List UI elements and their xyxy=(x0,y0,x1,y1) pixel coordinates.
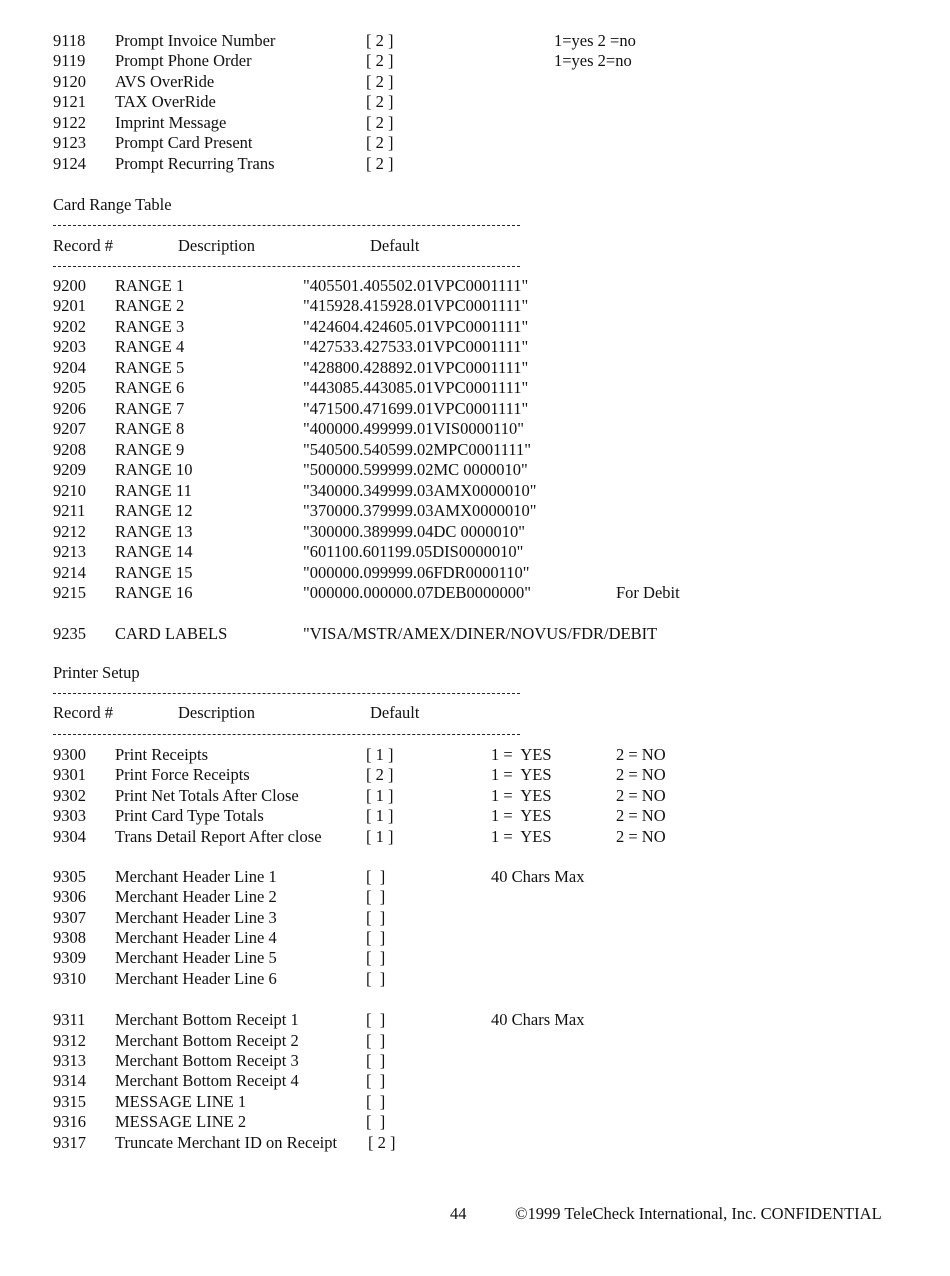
record-default: [ ] xyxy=(366,867,386,886)
record-row xyxy=(0,115,950,135)
yes-option: 1 = YES xyxy=(491,827,552,846)
record-description: RANGE 11 xyxy=(115,481,192,500)
record-number: 9120 xyxy=(53,72,86,91)
record-description: Print Card Type Totals xyxy=(115,806,264,825)
record-description: RANGE 15 xyxy=(115,563,193,582)
record-description: RANGE 7 xyxy=(115,399,185,418)
record-description: MESSAGE LINE 1 xyxy=(115,1092,247,1111)
record-number: 9305 xyxy=(53,867,86,886)
record-number: 9207 xyxy=(53,419,86,438)
record-description: RANGE 6 xyxy=(115,378,185,397)
record-description: RANGE 1 xyxy=(115,276,185,295)
record-number: 9123 xyxy=(53,133,86,152)
no-option: 2 = NO xyxy=(616,745,666,764)
record-note: 1=yes 2=no xyxy=(554,51,632,70)
header-default: Default xyxy=(370,703,420,722)
table-row xyxy=(0,1033,950,1053)
record-default: "540500.540599.02MPC0001111" xyxy=(303,440,531,459)
table-row xyxy=(0,421,950,441)
record-number: 9211 xyxy=(53,501,86,520)
record-default: [ 2 ] xyxy=(368,1133,396,1152)
record-number: 9317 xyxy=(53,1133,86,1152)
record-number: 9310 xyxy=(53,969,86,988)
yes-option: 1 = YES xyxy=(491,765,552,784)
record-default: [ ] xyxy=(366,969,386,988)
record-description: RANGE 16 xyxy=(115,583,193,602)
record-number: 9203 xyxy=(53,337,86,356)
record-description: RANGE 4 xyxy=(115,337,185,356)
header-record: Record # xyxy=(53,236,114,255)
table-row xyxy=(0,319,950,339)
record-description: TAX OverRide xyxy=(115,92,216,111)
record-default: "500000.599999.02MC 0000010" xyxy=(303,460,528,479)
record-default: "471500.471699.01VPC0001111" xyxy=(303,399,529,418)
record-number: 9313 xyxy=(53,1051,86,1070)
record-description: AVS OverRide xyxy=(115,72,215,91)
table-row xyxy=(0,278,950,298)
record-number: 9212 xyxy=(53,522,86,541)
table-row xyxy=(0,380,950,400)
record-description: RANGE 5 xyxy=(115,358,185,377)
record-default: "400000.499999.01VIS0000110" xyxy=(303,419,524,438)
record-description: Merchant Header Line 3 xyxy=(115,908,277,927)
record-number: 9124 xyxy=(53,154,86,173)
record-default: [ ] xyxy=(366,1010,386,1029)
record-number: 9214 xyxy=(53,563,86,582)
record-default: "370000.379999.03AMX0000010" xyxy=(303,501,537,520)
record-default: [ ] xyxy=(366,1051,386,1070)
record-default: "443085.443085.01VPC0001111" xyxy=(303,378,529,397)
record-description: Merchant Header Line 1 xyxy=(115,867,277,886)
record-default: [ ] xyxy=(366,948,386,967)
record-description: RANGE 14 xyxy=(115,542,193,561)
dashed-divider xyxy=(53,734,520,735)
no-option: 2 = NO xyxy=(616,806,666,825)
record-note: 1=yes 2 =no xyxy=(554,31,636,50)
record-description: Merchant Bottom Receipt 4 xyxy=(115,1071,299,1090)
record-number: 9304 xyxy=(53,827,86,846)
record-description: Prompt Invoice Number xyxy=(115,31,276,50)
record-number: 9215 xyxy=(53,583,86,602)
record-default: [ 2 ] xyxy=(366,51,394,70)
record-description: RANGE 13 xyxy=(115,522,193,541)
record-note: 40 Chars Max xyxy=(491,1010,585,1029)
record-description: Trans Detail Report After close xyxy=(115,827,322,846)
table-row xyxy=(0,462,950,482)
record-description: Merchant Bottom Receipt 1 xyxy=(115,1010,299,1029)
record-description: Merchant Header Line 4 xyxy=(115,928,277,947)
record-number: 9205 xyxy=(53,378,86,397)
table-row xyxy=(0,1135,950,1155)
record-number: 9300 xyxy=(53,745,86,764)
record-row xyxy=(0,135,950,155)
record-default: [ 2 ] xyxy=(366,133,394,152)
record-default: "601100.601199.05DIS0000010" xyxy=(303,542,524,561)
record-description: Merchant Header Line 2 xyxy=(115,887,277,906)
table-row xyxy=(0,585,950,605)
dashed-divider xyxy=(53,225,520,226)
record-default: "428800.428892.01VPC0001111" xyxy=(303,358,529,377)
section-title: Card Range Table xyxy=(53,195,172,214)
table-header xyxy=(0,238,950,258)
record-note: 40 Chars Max xyxy=(491,867,585,886)
record-description: MESSAGE LINE 2 xyxy=(115,1112,247,1131)
record-default: [ ] xyxy=(366,1031,386,1050)
table-row xyxy=(0,910,950,930)
record-number: 9315 xyxy=(53,1092,86,1111)
table-row xyxy=(0,544,950,564)
table-row xyxy=(0,1053,950,1073)
record-description: Imprint Message xyxy=(115,113,227,132)
record-number: 9204 xyxy=(53,358,86,377)
header-description: Description xyxy=(178,703,255,722)
record-description: Merchant Header Line 5 xyxy=(115,948,277,967)
record-description: Merchant Header Line 6 xyxy=(115,969,277,988)
table-row xyxy=(0,950,950,970)
record-number: 9307 xyxy=(53,908,86,927)
record-description: Print Force Receipts xyxy=(115,765,250,784)
record-number: 9206 xyxy=(53,399,86,418)
record-default: [ ] xyxy=(366,928,386,947)
no-option: 2 = NO xyxy=(616,786,666,805)
table-row xyxy=(0,401,950,421)
record-number: 9121 xyxy=(53,92,86,111)
table-row xyxy=(0,1073,950,1093)
record-default: "VISA/MSTR/AMEX/DINER/NOVUS/FDR/DEBIT xyxy=(303,624,658,643)
record-number: 9314 xyxy=(53,1071,86,1090)
record-description: Print Net Totals After Close xyxy=(115,786,299,805)
table-row xyxy=(0,339,950,359)
table-header xyxy=(0,705,950,725)
no-option: 2 = NO xyxy=(616,765,666,784)
table-row xyxy=(0,565,950,585)
table-row xyxy=(0,869,950,889)
record-default: [ ] xyxy=(366,1092,386,1111)
record-default: [ ] xyxy=(366,908,386,927)
table-row xyxy=(0,483,950,503)
record-number: 9302 xyxy=(53,786,86,805)
table-row xyxy=(0,971,950,991)
table-row xyxy=(0,767,950,787)
table-row xyxy=(0,1094,950,1114)
record-number: 9303 xyxy=(53,806,86,825)
record-description: Prompt Phone Order xyxy=(115,51,252,70)
record-default: [ 2 ] xyxy=(366,113,394,132)
record-default: [ 2 ] xyxy=(366,92,394,111)
record-default: [ 2 ] xyxy=(366,72,394,91)
table-row xyxy=(0,442,950,462)
record-number: 9118 xyxy=(53,31,86,50)
table-row xyxy=(0,1012,950,1032)
table-row xyxy=(0,788,950,808)
record-default: [ 1 ] xyxy=(366,745,394,764)
header-default: Default xyxy=(370,236,420,255)
record-default: [ 1 ] xyxy=(366,827,394,846)
yes-option: 1 = YES xyxy=(491,806,552,825)
record-number: 9235 xyxy=(53,624,86,643)
table-row xyxy=(0,524,950,544)
record-row xyxy=(0,33,950,53)
table-row xyxy=(0,298,950,318)
record-description: Truncate Merchant ID on Receipt xyxy=(115,1133,338,1152)
record-number: 9202 xyxy=(53,317,86,336)
record-default: [ ] xyxy=(366,1071,386,1090)
record-description: Merchant Bottom Receipt 3 xyxy=(115,1051,299,1070)
record-number: 9308 xyxy=(53,928,86,947)
record-number: 9200 xyxy=(53,276,86,295)
record-number: 9311 xyxy=(53,1010,86,1029)
table-row xyxy=(0,808,950,828)
table-row xyxy=(0,503,950,523)
record-number: 9201 xyxy=(53,296,86,315)
record-number: 9213 xyxy=(53,542,86,561)
record-description: CARD LABELS xyxy=(115,624,228,643)
record-default: [ 2 ] xyxy=(366,31,394,50)
record-default: [ 2 ] xyxy=(366,154,394,173)
record-default: [ ] xyxy=(366,1112,386,1131)
record-row xyxy=(0,74,950,94)
header-record: Record # xyxy=(53,703,114,722)
record-description: RANGE 8 xyxy=(115,419,185,438)
record-description: RANGE 12 xyxy=(115,501,193,520)
record-default: [ 2 ] xyxy=(366,765,394,784)
record-number: 9306 xyxy=(53,887,86,906)
record-default: [ 1 ] xyxy=(366,806,394,825)
table-row xyxy=(0,930,950,950)
record-number: 9209 xyxy=(53,460,86,479)
record-default: "000000.099999.06FDR0000110" xyxy=(303,563,530,582)
table-row xyxy=(0,1114,950,1134)
record-default: "340000.349999.03AMX0000010" xyxy=(303,481,537,500)
yes-option: 1 = YES xyxy=(491,786,552,805)
record-number: 9119 xyxy=(53,51,86,70)
record-description: RANGE 3 xyxy=(115,317,185,336)
record-row xyxy=(0,94,950,114)
record-default: [ ] xyxy=(366,887,386,906)
record-default: [ 1 ] xyxy=(366,786,394,805)
record-default: "424604.424605.01VPC0001111" xyxy=(303,317,529,336)
record-description: RANGE 2 xyxy=(115,296,185,315)
record-description: Prompt Card Present xyxy=(115,133,253,152)
record-row xyxy=(0,156,950,176)
section-title: Printer Setup xyxy=(53,663,140,682)
record-description: RANGE 10 xyxy=(115,460,193,479)
page-number: 44 xyxy=(450,1204,467,1223)
record-row xyxy=(0,53,950,73)
yes-option: 1 = YES xyxy=(491,745,552,764)
record-number: 9122 xyxy=(53,113,86,132)
record-description: Prompt Recurring Trans xyxy=(115,154,275,173)
record-default: "427533.427533.01VPC0001111" xyxy=(303,337,529,356)
dashed-divider xyxy=(53,266,520,267)
record-default: "000000.000000.07DEB0000000" xyxy=(303,583,531,602)
record-description: RANGE 9 xyxy=(115,440,185,459)
table-row xyxy=(0,889,950,909)
card-labels-row xyxy=(0,626,950,646)
no-option: 2 = NO xyxy=(616,827,666,846)
record-default: "300000.389999.04DC 0000010" xyxy=(303,522,526,541)
table-row xyxy=(0,829,950,849)
header-description: Description xyxy=(178,236,255,255)
copyright-notice: ©1999 TeleCheck International, Inc. CONFIDENTIAL xyxy=(515,1204,882,1223)
record-number: 9312 xyxy=(53,1031,86,1050)
record-note: For Debit xyxy=(616,583,680,602)
table-row xyxy=(0,747,950,767)
record-description: Print Receipts xyxy=(115,745,209,764)
record-number: 9309 xyxy=(53,948,86,967)
record-number: 9301 xyxy=(53,765,86,784)
record-number: 9210 xyxy=(53,481,86,500)
dashed-divider xyxy=(53,693,520,694)
record-number: 9208 xyxy=(53,440,86,459)
record-number: 9316 xyxy=(53,1112,86,1131)
record-description: Merchant Bottom Receipt 2 xyxy=(115,1031,299,1050)
record-default: "415928.415928.01VPC0001111" xyxy=(303,296,529,315)
record-default: "405501.405502.01VPC0001111" xyxy=(303,276,529,295)
table-row xyxy=(0,360,950,380)
